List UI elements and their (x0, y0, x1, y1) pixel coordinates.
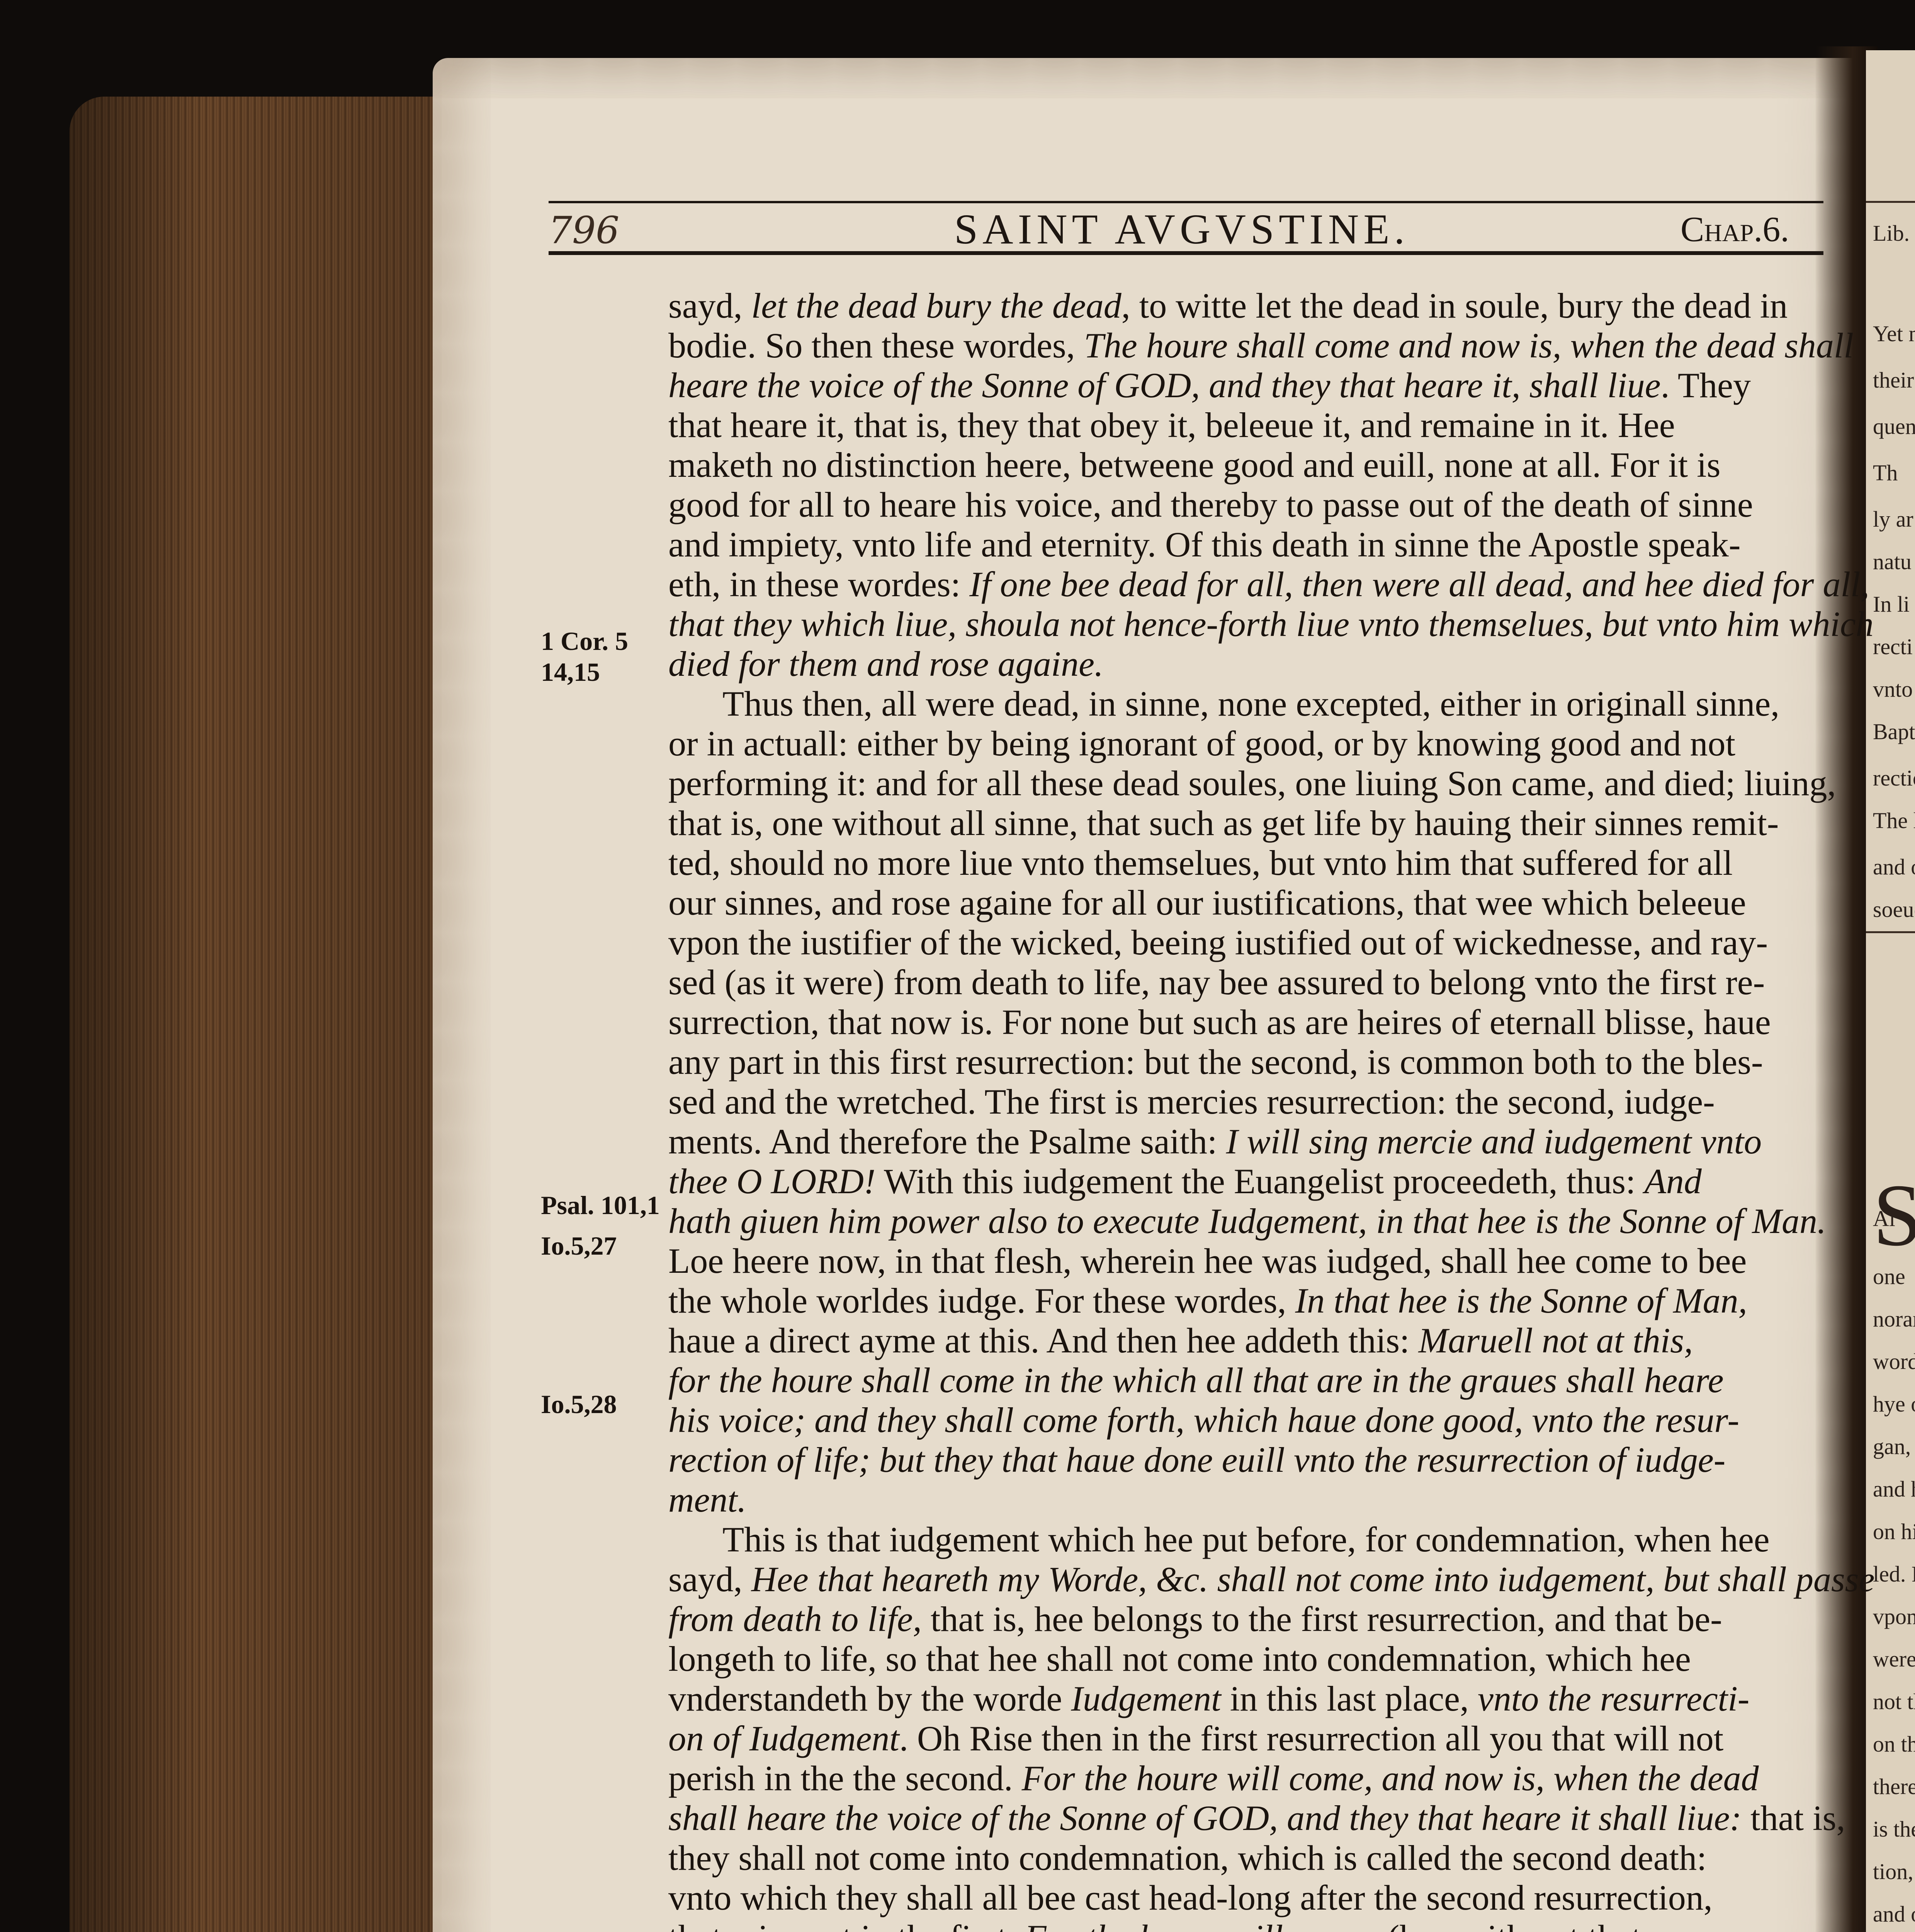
margin-note: Psal. 101,1 (541, 1190, 668, 1220)
text-segment: on of Iudgement (668, 1719, 899, 1758)
text-segment: hath giuen him power also to execute Iudgement, in that hee is the Sonne of Man. (668, 1201, 1826, 1241)
text-segment: vnto which they shall all bee cast head-long after the second resurrection, (668, 1878, 1713, 1917)
facing-page-text: there (1873, 1774, 1915, 1799)
facing-page-text: vpon (1873, 1604, 1915, 1629)
facing-page-text: natu (1873, 549, 1915, 575)
text-segment: good for all to heare his voice, and thereby to passe out of the death of sinne (668, 485, 1753, 524)
facing-page-text: Ai (1873, 1206, 1915, 1231)
facing-page-text: hye (1873, 1391, 1915, 1417)
facing-page-text: recti (1873, 634, 1915, 660)
text-segment: from death to life, (668, 1599, 922, 1639)
margin-note: Io.5,28 (541, 1389, 668, 1419)
text-segment: died for them and rose againe. (668, 644, 1103, 684)
text-segment: vnderstandeth by the worde (668, 1679, 1071, 1718)
chapter-label: Chap.6. (1681, 209, 1789, 250)
text-segment: thee O LORD! (668, 1162, 876, 1201)
text-segment: , to witte let the dead in soule, bury the dead in (1121, 286, 1788, 325)
facing-page-text: word (1873, 1349, 1915, 1374)
margin-note: Io.5,27 (541, 1231, 668, 1261)
facing-page-text: Th (1873, 460, 1915, 486)
facing-page-text: tion, (1873, 1859, 1915, 1884)
text-segment: any part in this first resurrection: but the second, is common both to the bles- (668, 1042, 1763, 1082)
text-segment: that is, hee belongs to the first resurrection, and that be- (922, 1599, 1722, 1639)
text-segment: shall heare the voice of the Sonne of GOD, and they that heare it shall liue: (668, 1798, 1742, 1838)
facing-page-text: is th (1873, 1816, 1915, 1842)
facing-page-text: were (1873, 1646, 1915, 1672)
text-segment: for the houre shall come in the which all that are in the graues shall heare (668, 1361, 1724, 1400)
text-segment: that heare it, that is, they that obey it, beleeue it, and remaine in it. Hee (668, 405, 1675, 445)
text-segment: If one bee dead for all, then were all dead, and hee died for all, (969, 565, 1869, 604)
text-segment: ments. And therefore the Psalme saith: (668, 1122, 1226, 1161)
text-segment: sed (as it were) from death to life, nay bee assured to belong vnto the first re- (668, 963, 1765, 1002)
text-segment: surrection, that now is. For none but such as are heires of eternall blisse, haue (668, 1002, 1771, 1042)
text-segment: With this iudgement the Euangelist proceedeth, thus: (876, 1162, 1645, 1201)
text-segment: they shall not come into condemnation, which is called the second death: (668, 1838, 1707, 1878)
text-segment: Maruell not at this, (1419, 1321, 1693, 1360)
text-segment: that is, one without all sinne, that such as get life by hauing their sinnes remit- (668, 803, 1779, 843)
text-segment: vnto the resurrecti- (1478, 1679, 1749, 1718)
page-number: 796 (549, 209, 619, 252)
text-segment: In that hee is the Sonne of Man, (1295, 1281, 1747, 1320)
text-segment: perish in the the second. (668, 1759, 1022, 1798)
text-segment: Loe heere now, in that flesh, wherein hee was iudged, shall hee come to bee (668, 1241, 1747, 1281)
facing-page-text: Bapt (1873, 719, 1915, 745)
text-segment: . Oh Rise then in the first resurrection all you that will not (899, 1719, 1723, 1758)
text-segment: and impiety, vnto life and eternity. Of this death in sinne the Apostle speak- (668, 525, 1741, 564)
text-segment: This is that iudgement which hee put before, for condemnation, when hee (722, 1520, 1770, 1559)
text-segment: let the dead bury the dead (751, 286, 1121, 325)
text-segment: our sinnes, and rose againe for all our iustifications, that wee which beleeue (668, 883, 1746, 922)
facing-page-text: soeu (1873, 896, 1915, 922)
text-segment: haue a direct ayme at this. And then hee addeth this: (668, 1321, 1419, 1360)
text-segment: sayd, (668, 1560, 751, 1599)
facing-page-text: not t (1873, 1689, 1915, 1714)
facing-page-text: vnto (1873, 676, 1915, 702)
facing-page-text: and (1873, 1476, 1915, 1502)
text-segment: ment. (668, 1480, 746, 1519)
facing-page-text: and (1873, 854, 1915, 880)
text-segment: longeth to life, so that hee shall not come into condemnation, which hee (668, 1639, 1691, 1679)
facing-page-text: In li (1873, 591, 1915, 617)
running-head: SAINT AVGVSTINE. (954, 205, 1409, 254)
text-segment: ted, should no more liue vnto themselues, but vnto him that suffered for all (668, 843, 1733, 883)
facing-page-text: recti (1873, 765, 1915, 791)
facing-page-text: led. (1873, 1561, 1915, 1587)
text-segment: bodie. So then these wordes, (668, 326, 1084, 365)
text-segment: . They (1661, 366, 1751, 405)
facing-page-text: Lib. (1873, 220, 1915, 246)
text-segment: or in actuall: either by being ignorant of good, or by knowing good and not (668, 724, 1735, 763)
text-segment: in this last place, (1221, 1679, 1478, 1718)
facing-page-text: on h (1873, 1519, 1915, 1544)
text-segment: vpon the iustifier of the wicked, beeing iustified out of wickednesse, and ray- (668, 923, 1768, 962)
facing-page-text: nora (1873, 1306, 1915, 1332)
margin-note: 1 Cor. 5 (541, 626, 668, 656)
text-segment: eth, in these wordes: (668, 565, 969, 604)
text-segment: Iudgement (1071, 1679, 1221, 1718)
text-segment: sayd, (668, 286, 751, 325)
text-segment: performing it: and for all these dead soules, one liuing Son came, and died; liuing, (668, 764, 1836, 803)
text-segment: sed and the wretched. The first is mercies resurrection: the second, iudge- (668, 1082, 1715, 1121)
text-segment: Hee that heareth my Worde, &c. shall not come into iudgement, but shall passe (751, 1560, 1875, 1599)
facing-page-text: on th (1873, 1731, 1915, 1757)
text-segment: the whole worldes iudge. For these wordes, (668, 1281, 1295, 1320)
text-segment: his voice; and they shall come forth, which haue done good, vnto the resur- (668, 1400, 1739, 1440)
text-segment: heare the voice of the Sonne of GOD, and they that heare it, shall liue (668, 366, 1661, 405)
facing-page-text: one (1873, 1264, 1915, 1289)
text-segment: The houre shall come and now is, when the dead shall (1084, 326, 1854, 365)
text-segment: maketh no distinction heere, betweene good and euill, none at all. For it is (668, 445, 1721, 485)
facing-page-text: Yet (1873, 321, 1915, 347)
text-segment: For the houre will come, and now is, when the dead (1022, 1759, 1759, 1798)
facing-page-text: quen (1873, 413, 1915, 439)
text-segment: that they which liue, shoula not hence-forth liue vnto themselues, but vnto him which (668, 604, 1874, 644)
margin-note: 14,15 (541, 657, 668, 687)
facing-page-text: gan, (1873, 1434, 1915, 1459)
facing-page-text: and (1873, 1901, 1915, 1927)
facing-page-text: S (1873, 1171, 1915, 1260)
text-segment: Thus then, all were dead, in sinne, none excepted, either in originall sinne, (722, 684, 1779, 723)
facing-page-text: their (1873, 367, 1915, 393)
text-segment: that is, (1742, 1798, 1845, 1838)
facing-page-text: The (1873, 808, 1915, 833)
facing-page-text: ly ar (1873, 506, 1915, 532)
text-segment: And (1645, 1162, 1702, 1201)
text-segment: I will sing mercie and iudgement vnto (1226, 1122, 1762, 1161)
text-segment: rection of life; but they that haue done euill vnto the resurrection of iudge- (668, 1440, 1725, 1480)
